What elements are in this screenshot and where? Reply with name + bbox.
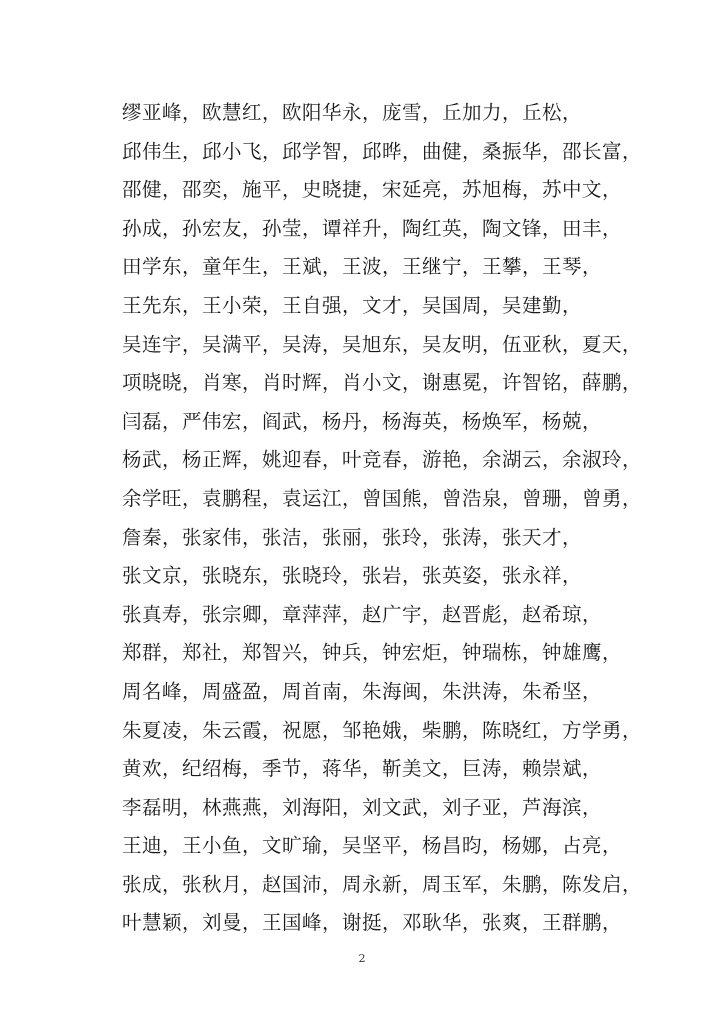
name-line: 张文京，张晓东，张晓玲，张岩，张英姿，张永祥，	[122, 564, 583, 588]
name-line: 缪亚峰，欧慧红，欧阳华永，庞雪，丘加力，丘松，	[122, 101, 583, 124]
name-line: 叶慧颖，刘曼，王国峰，谢挺，邓耿华，张爽，王群鹏，	[122, 911, 623, 935]
name-line: 余学旺，袁鹏程，袁运江，曾国熊，曾浩泉，曾珊，曾勇，	[122, 486, 643, 510]
name-line: 朱夏凌，朱云霞，祝愿，邹艳娥，柴鹏，陈晓红，方学勇，	[122, 718, 643, 742]
name-line: 田学东，童年生，王斌，王波，王继宁，王攀，王琴，	[122, 255, 603, 279]
name-line: 杨武，杨正辉，姚迎春，叶竞春，游艳，余湖云，余淑玲，	[122, 448, 643, 472]
name-line: 项晓晓，肖寒，肖时辉，肖小文，谢惠冕，许智铭，薛鹏，	[122, 371, 643, 395]
name-line: 邱伟生，邱小飞，邱学智，邱晔，曲健，桑振华，邵长富，	[122, 139, 643, 163]
name-line: 张成，张秋月，赵国沛，周永新，周玉军，朱鹏，陈发启，	[122, 872, 643, 896]
name-line: 闫磊，严伟宏，阎武，杨丹，杨海英，杨焕军，杨兢，	[122, 409, 603, 433]
name-line: 王先东，王小荣，王自强，文才，吴国周，吴建勤，	[122, 293, 583, 317]
name-line: 邵健，邵奕，施平，史晓捷，宋延亮，苏旭梅，苏中文，	[122, 178, 623, 202]
name-line: 郑群，郑社，郑智兴，钟兵，钟宏炬，钟瑞栋，钟雄鹰，	[122, 641, 623, 665]
name-line: 张真寿，张宗卿，章萍萍，赵广宇，赵晋彪，赵希琼，	[122, 602, 603, 626]
page-number: 2	[358, 952, 366, 965]
name-list	[122, 94, 662, 943]
name-line: 黄欢，纪绍梅，季节，蒋华，靳美文，巨涛，赖崇斌，	[122, 757, 603, 781]
name-line: 李磊明，林燕燕，刘海阳，刘文武，刘子亚，芦海滨，	[122, 795, 603, 819]
name-line: 孙成，孙宏友，孙莹，谭祥升，陶红英，陶文锋，田丰，	[122, 216, 623, 240]
name-line: 詹秦，张家伟，张洁，张丽，张玲，张涛，张天才，	[122, 525, 583, 549]
name-line: 周名峰，周盛盈，周首南，朱海闽，朱洪涛，朱希坚，	[122, 679, 603, 703]
name-line: 吴连宇，吴满平，吴涛，吴旭东，吴友明，伍亚秋，夏天，	[122, 332, 643, 356]
name-line: 王迪，王小鱼，文旷瑜，吴坚平，杨昌昀，杨娜，占亮，	[122, 834, 623, 858]
